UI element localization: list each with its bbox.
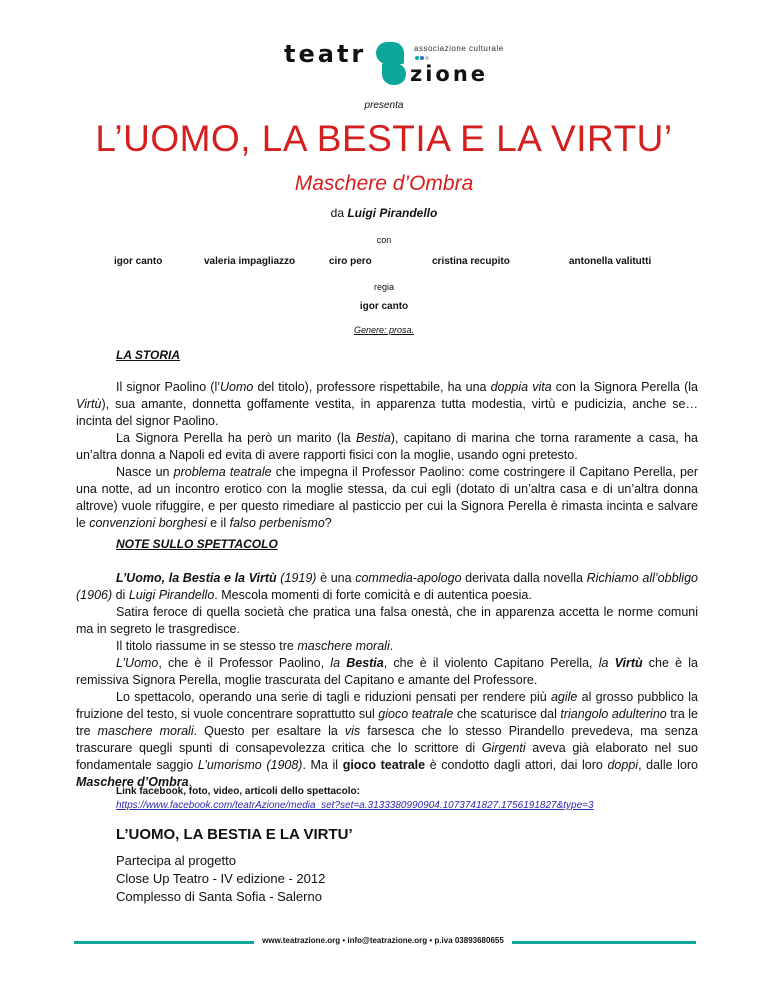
author-line [0, 206, 768, 220]
cast-label: con [376, 235, 392, 245]
project-line: Complesso di Santa Sofia - Salerno [116, 889, 322, 904]
logo-word-zione: zione [410, 62, 489, 86]
storia-paragraph-1: Il signor Paolino (l’Uomo del titolo), professore rispettabile, ha una doppia vita con la Signora Perella (la Virtù), sua amante, donnetta goffamente vestita, in apparenza tutta modestia, virtù e pudicizia, anche se… incinta del signor Paolino. [76, 380, 698, 428]
logo-mark-top [376, 42, 404, 64]
cast-member: antonella valitutti [569, 256, 652, 267]
regia-label: regia [373, 282, 394, 292]
footer-contacts: www.teatrazione.org • info@teatrazione.org • p.iva 03893680655 [262, 936, 504, 945]
page-title: L’UOMO, LA BESTIA E LA VIRTU’ [95, 118, 673, 159]
storia-paragraph-2: La Signora Perella ha però un marito (la Bestia), capitano di marina che torna raramente a casa, ha un’altra donna a Napoli ed evita di avere rapporti fisici con la moglie, usando ogni pretesto. [76, 431, 699, 462]
note-paragraph-3: Il titolo riassume in se stesso tre maschere morali. [116, 639, 394, 653]
note-paragraph-4: L’Uomo, che è il Professor Paolino, la Bestia, che è il violento Capitano Perella, la Virtù che è la remissiva Signora Perella, moglie trascurata del Capitano e amante del Professore. [76, 656, 699, 687]
dot-icon [415, 56, 419, 60]
link-label: Link facebook, foto, video, articoli dello spettacolo: [116, 786, 360, 797]
presenta-label: presenta [364, 100, 404, 111]
cast-member: igor canto [114, 256, 163, 267]
logo-tagline-text: associazione culturale [414, 44, 504, 53]
cast-member: ciro pero [329, 256, 372, 267]
logo-mark-bottom [382, 63, 406, 85]
note-paragraph-1: L’Uomo, la Bestia e la Virtù (1919) è una commedia-apologo derivata dalla novella Richiamo all’obbligo (1906) di Luigi Pirandello. Mescola momenti di forte comicità e di autentica poesia. [76, 571, 698, 602]
note-paragraph-2: Satira feroce di quella società che pratica una falsa onestà, che in apparenza accetta le norme comuni ma in segreto le trasgredisce. [76, 605, 698, 636]
facebook-link[interactable]: https://www.facebook.com/teatrAzione/media_set?set=a.3133380990904.1073741827.1756191827&type=3 [116, 800, 594, 811]
note-text [76, 570, 698, 791]
dot-icon [420, 56, 424, 60]
storia-text [76, 379, 698, 532]
note-heading: NOTE SULLO SPETTACOLO [116, 537, 278, 551]
cast-member: valeria impagliazzo [204, 256, 296, 267]
storia-heading: LA STORIA [116, 348, 181, 362]
footer-divider-left [74, 941, 254, 944]
footer-divider-right [512, 941, 696, 944]
project-heading: L’UOMO, LA BESTIA E LA VIRTU’ [116, 826, 353, 843]
cast-member: cristina recupito [432, 256, 510, 267]
director-name: igor canto [359, 301, 409, 312]
project-info [116, 852, 325, 906]
logo-tagline [414, 44, 504, 62]
subtitle: Maschere d’Ombra [294, 172, 474, 195]
logo-word-teatr: teatr [284, 40, 367, 68]
storia-paragraph-3: Nasce un problema teatrale che impegna il Professor Paolino: come costringere il Capitano Perella, per una notte, ad un incontro erotico con la moglie stessa, da cui egli (dotato di un’altra casa e di un’altra donna altrove) vuole rifuggire, e per questo rimediare al pasticcio per cui la Signora Perella è rimasta incinta e salvare le convenzioni borghesi e il falso perbenismo? [76, 465, 699, 530]
project-line: Partecipa al progetto [116, 853, 236, 868]
project-line: Close Up Teatro - IV edizione - 2012 [116, 871, 326, 886]
author-name: Luigi Pirandello [347, 206, 438, 220]
dot-icon [425, 56, 429, 60]
logo [284, 34, 504, 86]
author-prefix: da [330, 206, 344, 220]
genre-label: Genere: prosa. [353, 325, 415, 335]
note-paragraph-5: Lo spettacolo, operando una serie di tagli e riduzioni pensati per rendere più agile al grosso pubblico la fruizione del testo, si vuole concentrare soprattutto sul gioco teatrale che scaturisce dal triangolo adulterino tra le tre maschere morali. Questo per esaltare la vis farsesca che lo stesso Pirandello prevedeva, ma senza trascurare quegli spunti di consapevolezza critica che lo scrittore di Girgenti aveva già elaborato nel suo fondamentale saggio L’umorismo (1908). Ma il gioco teatrale è condotto dagli attori, dai loro doppi, dalle loro Maschere d’Ombra. [76, 690, 699, 789]
